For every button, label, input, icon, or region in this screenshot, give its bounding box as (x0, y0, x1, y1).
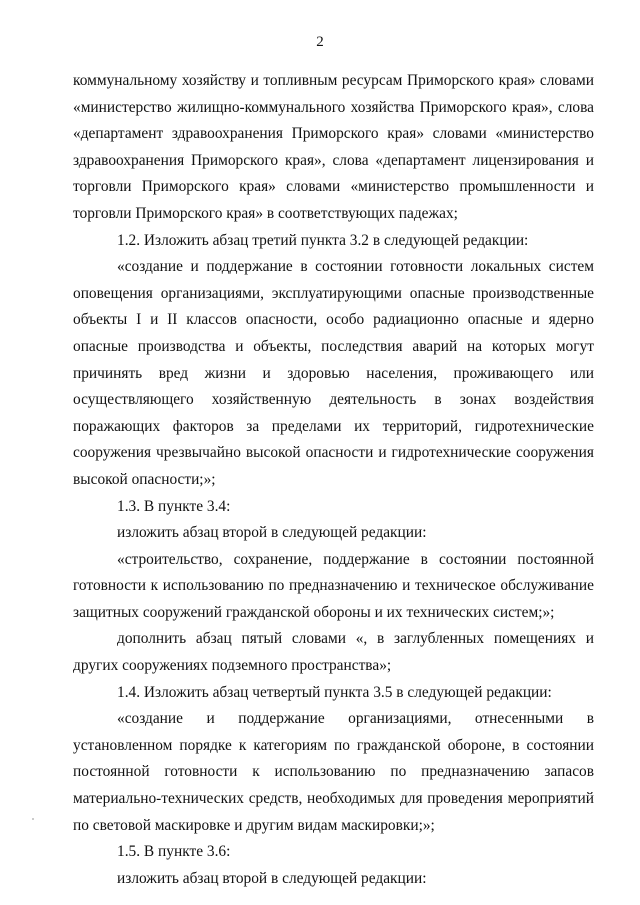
paragraph-item-1-4: 1.4. Изложить абзац четвертый пункта 3.5 в следующей редакции: (117, 683, 552, 701)
paragraph-addition: дополнить абзац пятый словами «, в заглубленных помещениях и других сооружениях подземного пространства»; (73, 630, 594, 675)
paragraph-continuation: коммунальному хозяйству и топливным ресурсам Приморского края» словами «министерство жилищно-коммунального хозяйства Приморского края», слова «департамент здравоохранения Приморского края» словами «министерство здравоохранения Приморского края», слова «департамент лицензирования и торговли Приморского края» словами «министерство промышленности и торговли Приморского края» в соответствующих падежах; (73, 72, 594, 222)
paragraph-instruction: изложить абзац второй в следующей редакции: (117, 524, 427, 542)
paragraph-quote-3-2: «создание и поддержание в состоянии готовности локальных систем оповещения организациями, эксплуатирующими опасные производственные объекты I и II классов опасности, особо радиационно опасные и ядерно опасные производства и объекты, последствия аварий на которых могут причинять вред жизни и здоровью населения, проживающего или осуществляющего хозяйственную деятельность в зонах воздействия поражающих факторов за пределами их территорий, гидротехнические сооружения чрезвычайно высокой опасности и гидротехнические сооружения высокой опасности;»; (73, 258, 594, 488)
paragraph-item-1-2: 1.2. Изложить абзац третий пункта 3.2 в следующей редакции: (117, 231, 529, 249)
paragraph-item-1-5: 1.5. В пункте 3.6: (117, 843, 231, 861)
scan-speck (32, 818, 34, 820)
paragraph-quote-3-4: «строительство, сохранение, поддержание в состоянии постоянной готовности к использованию по предназначению и техническое обслуживание защитных сооружений гражданской обороны и их технических систем;»; (73, 550, 594, 621)
paragraph-instruction-2: изложить абзац второй в следующей редакции: (117, 869, 427, 887)
page-number: 2 (316, 34, 324, 50)
paragraph-quote-3-5: «создание и поддержание организациями, отнесенными в установленном порядке к категориям по гражданской обороне, в состоянии постоянной готовности к использованию по предназначению запасов материально-технических средств, необходимых для проведения мероприятий по световой маскировке и другим видам маскировки;»; (73, 710, 594, 834)
document-body (73, 68, 594, 892)
paragraph-item-1-3: 1.3. В пункте 3.4: (117, 497, 231, 515)
